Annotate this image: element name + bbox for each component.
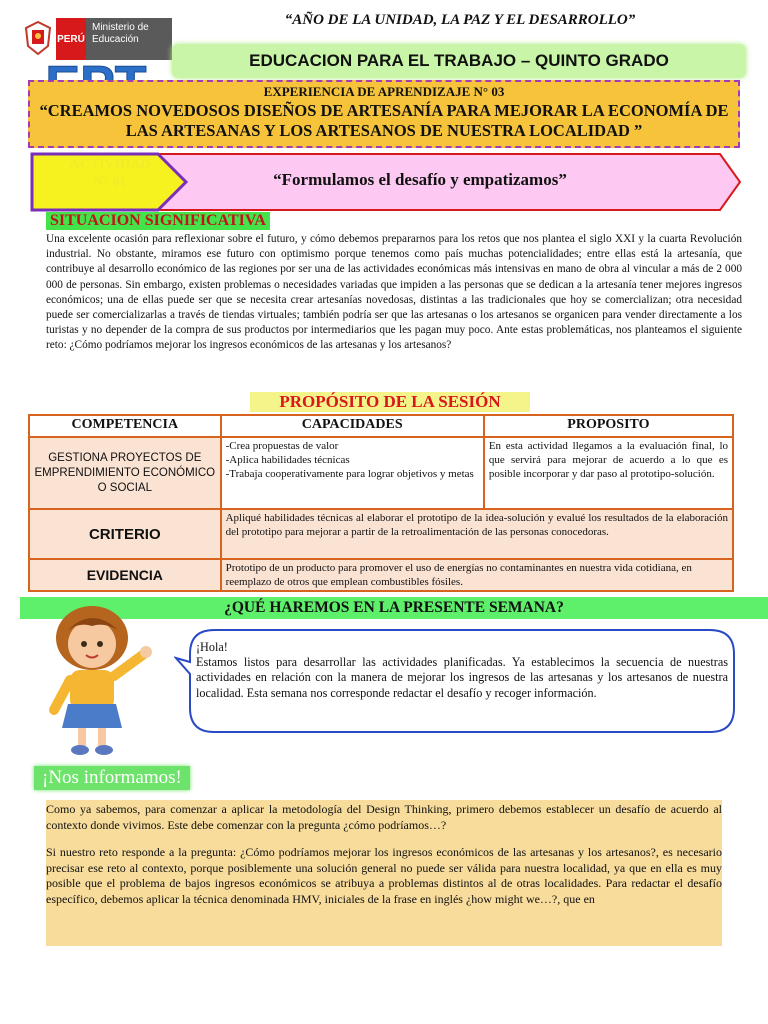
experience-title: “CREAMOS NOVEDOSOS DISEÑOS DE ARTESANÍA PARA MEJORAR LA ECONOMÍA DE LAS ARTESANAS Y LOS ARTESANOS DE NUESTRA LOCALIDAD ”	[39, 101, 729, 140]
purpose-heading: PROPÓSITO DE LA SESIÓN	[250, 392, 530, 412]
column-header-proposito: PROPOSITO	[484, 415, 733, 437]
table-row	[29, 559, 733, 591]
situation-text: Una excelente ocasión para reflexionar sobre el futuro, y cómo debemos prepararnos para los retos que nos plantea el siglo XXI y la cuarta Revolución industrial. No obstante, miramos ese futuro con optimismo porque tenemos como país muchas potencialidades; entre ellas está la artesanía, que contribuye al desarrollo económico de las regiones por ser una de las actividades económicas más intensivas en mano de obra al vincular a más de 2 000 000 de personas. Sin embargo, existen problemas o necesidades variadas que impiden a las personas que se dedican a la artesanía tener mejores ingresos económicos; una de ellas puede ser que se necesita crear artesanías novedosas, distintas a las tradicionales que hoy se comercializan; otra necesidad puede ser comercializarlas a través de tiendas virtuales; también podría ser que las artesanas o los artesanos se organicen para vender directamente a los turistas y no depender de la compra de sus productos por intermediarios que les pagan muy poco. Ante estas problemáticas, nos planteamos el siguiente reto: ¿Cómo podríamos mejorar los ingresos económicos de las artesanas y los artesanos?	[46, 233, 742, 352]
info-heading: ¡Nos informamos!	[34, 766, 190, 790]
info-text	[46, 802, 722, 919]
competencia-cell: GESTIONA PROYECTOS DE EMPRENDIMIENTO ECONÓMICO O SOCIAL	[29, 437, 221, 509]
purpose-table	[28, 414, 734, 592]
week-heading: ¿QUÉ HAREMOS EN LA PRESENTE SEMANA?	[20, 597, 768, 619]
proposito-cell: En esta actividad llegamos a la evaluación final, lo que servirá para mejorar de acuerdo a lo que es posible incorporar y dar paso al prototipo-solución.	[484, 437, 733, 509]
ministry-logo: Ministerio de Educación	[86, 18, 172, 60]
experience-label: EXPERIENCIA DE APRENDIZAJE N° 03	[263, 84, 505, 99]
peru-logo: PERÚ	[56, 18, 86, 60]
situation-heading: SITUACION SIGNIFICATIVA	[46, 212, 270, 230]
week-message: Estamos listos para desarrollar las actividades planificadas. Ya establecimos la secuencia de nuestras actividades en relación con la manera de mejorar los ingresos de las artesanas y los artesanos de nuestra localidad. Esta semana nos corresponde redactar el desafío y recoger información.	[196, 655, 728, 700]
evidencia-label: EVIDENCIA	[29, 559, 221, 591]
year-motto: “AÑO DE LA UNIDAD, LA PAZ Y EL DESARROLLO”	[284, 12, 636, 28]
criterio-cell: Apliqué habilidades técnicas al elaborar el prototipo de la idea-solución y evalué los resultados de la elaboración del prototipo para mejorar a partir de la retroalimentación de las personas conocedoras.	[221, 509, 733, 559]
criterio-label: CRITERIO	[29, 509, 221, 559]
activity-title: “Formulamos el desafío y empatizamos”	[273, 170, 567, 189]
greeting: ¡Hola!	[196, 640, 228, 654]
info-paragraph: Si nuestro reto responde a la pregunta: ¿Cómo podríamos mejorar los ingresos económicos de las artesanas y los artesanos?, es necesario precisar ese reto al contexto, porque posiblemente una solución general no puede ser válida para nuestra localidad, ya que en ella es muy posible que el problema de bajos ingresos económicos se atribuya a problemas distintos al de otras localidades. Para redactar el desafío específico, debemos aplicar la técnica denominada HMV, iniciales de la frase en inglés ¿how might we…?, que en	[46, 845, 722, 906]
peru-coat-of-arms-icon	[24, 20, 52, 56]
grade-banner: EDUCACION PARA EL TRABAJO – QUINTO GRADO	[172, 44, 746, 78]
girl-illustration	[40, 600, 160, 760]
evidencia-cell: Prototipo de un producto para promover el uso de energías no contaminantes en nuestra vida cotidiana, en reemplazo de otros que emplean combustibles fósiles.	[221, 559, 733, 591]
column-header-competencia: COMPETENCIA	[29, 415, 221, 437]
table-row	[29, 437, 733, 509]
table-row	[29, 509, 733, 559]
capacidad-item: -Crea propuestas de valor	[225, 440, 339, 452]
capacidad-item: -Trabaja cooperativamente para lograr objetivos y metas	[225, 468, 474, 480]
column-header-capacidades: CAPACIDADES	[221, 415, 484, 437]
table-header-row	[29, 415, 733, 437]
activity-label-line1: ACTIVIDAD	[69, 157, 151, 172]
capacidades-cell	[221, 437, 484, 509]
activity-label	[46, 156, 174, 192]
capacidad-item: -Aplica habilidades técnicas	[225, 454, 350, 466]
info-paragraph: Como ya sabemos, para comenzar a aplicar la metodología del Design Thinking, primero debemos establecer un desafío de acuerdo al contexto donde vivimos. Este debe comenzar con la pregunta ¿cómo podríamos…?	[46, 802, 722, 832]
speech-bubble-text	[196, 640, 728, 701]
experience-box	[28, 80, 740, 148]
activity-label-line2: N° 01	[93, 175, 127, 190]
